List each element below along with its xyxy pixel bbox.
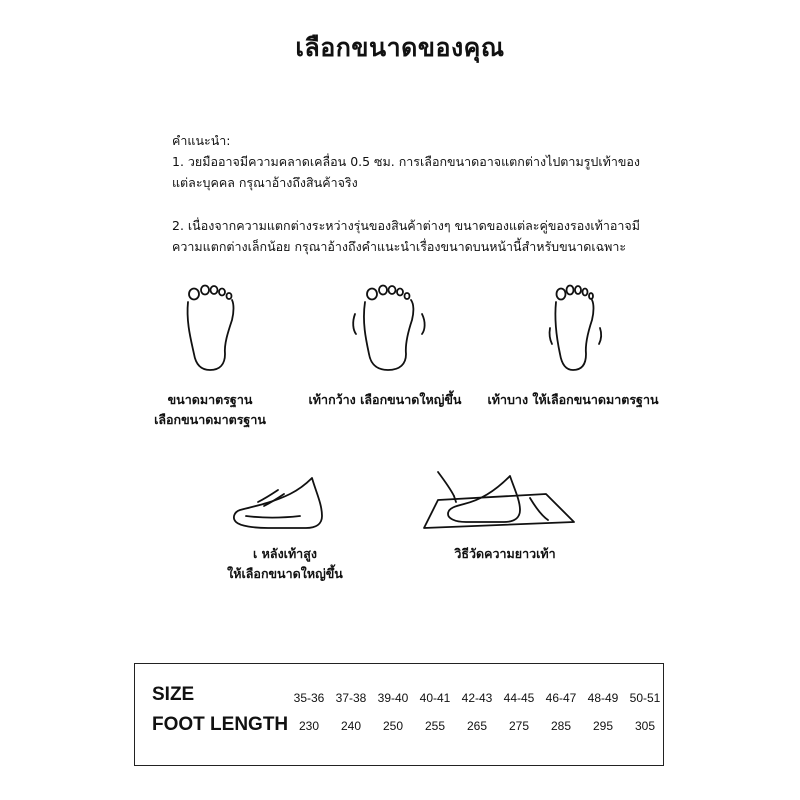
- length-cell: 275: [508, 719, 530, 733]
- size-cell: 35-36: [293, 691, 325, 705]
- wide-foot-icon: [350, 282, 430, 374]
- size-cell: 48-49: [587, 691, 619, 705]
- size-table: [134, 663, 664, 766]
- size-cell: 40-41: [419, 691, 451, 705]
- thin-foot-icon: [542, 282, 612, 374]
- size-row-label: SIZE: [152, 684, 195, 705]
- measure-caption: วิธีวัดความยาวเท้า: [454, 546, 556, 561]
- length-cell: 240: [340, 719, 362, 733]
- length-cell: 305: [634, 719, 656, 733]
- thin-foot-caption: เท้าบาง ให้เลือกขนาดมาตรฐาน: [487, 392, 659, 407]
- length-cell: 230: [298, 719, 320, 733]
- size-cell: 39-40: [377, 691, 409, 705]
- wide-foot-caption: เท้ากว้าง เลือกขนาดใหญ่ขึ้น: [308, 392, 462, 407]
- size-cell: 42-43: [461, 691, 493, 705]
- length-cell: 285: [550, 719, 572, 733]
- length-cell: 255: [424, 719, 446, 733]
- length-cell: 250: [382, 719, 404, 733]
- page-title: เลือกขนาดของคุณ: [295, 33, 505, 62]
- length-cell: 295: [592, 719, 614, 733]
- instruction-line: แต่ละบุคคล กรุณาอ้างถึงสินค้าจริง: [172, 175, 358, 190]
- instructions-heading: คำแนะนำ:: [172, 133, 231, 148]
- size-cell: 44-45: [503, 691, 535, 705]
- instruction-line: ความแตกต่างเล็กน้อย กรุณาอ้างถึงคำแนะนำเรื่องขนาดบนหน้านี้สำหรับขนาดเฉพาะ: [172, 239, 627, 254]
- instruction-line: 2. เนื่องจากความแตกต่างระหว่างรุ่นของสินค้าต่างๆ ขนาดของแต่ละคู่ของรองเท้าอาจมี: [172, 218, 640, 233]
- standard-foot-icon: [178, 282, 250, 374]
- high-instep-foot-icon: [228, 472, 333, 534]
- instructions: [172, 130, 672, 257]
- measure-foot-icon: [418, 468, 578, 534]
- standard-foot-caption: ขนาดมาตรฐาน เลือกขนาดมาตรฐาน: [154, 392, 266, 427]
- instruction-line: 1. วยมืออาจมีความคลาดเคลื่อน 0.5 ซม. การเลือกขนาดอาจแตกต่างไปตามรูปเท้าของ: [172, 154, 641, 169]
- foot-length-row-label: FOOT LENGTH: [152, 714, 289, 735]
- size-cell: 50-51: [629, 691, 661, 705]
- length-cell: 265: [466, 719, 488, 733]
- size-cell: 46-47: [545, 691, 577, 705]
- size-cell: 37-38: [335, 691, 367, 705]
- high-instep-caption: เ หลังเท้าสูง ให้เลือกขนาดใหญ่ขึ้น: [227, 546, 343, 581]
